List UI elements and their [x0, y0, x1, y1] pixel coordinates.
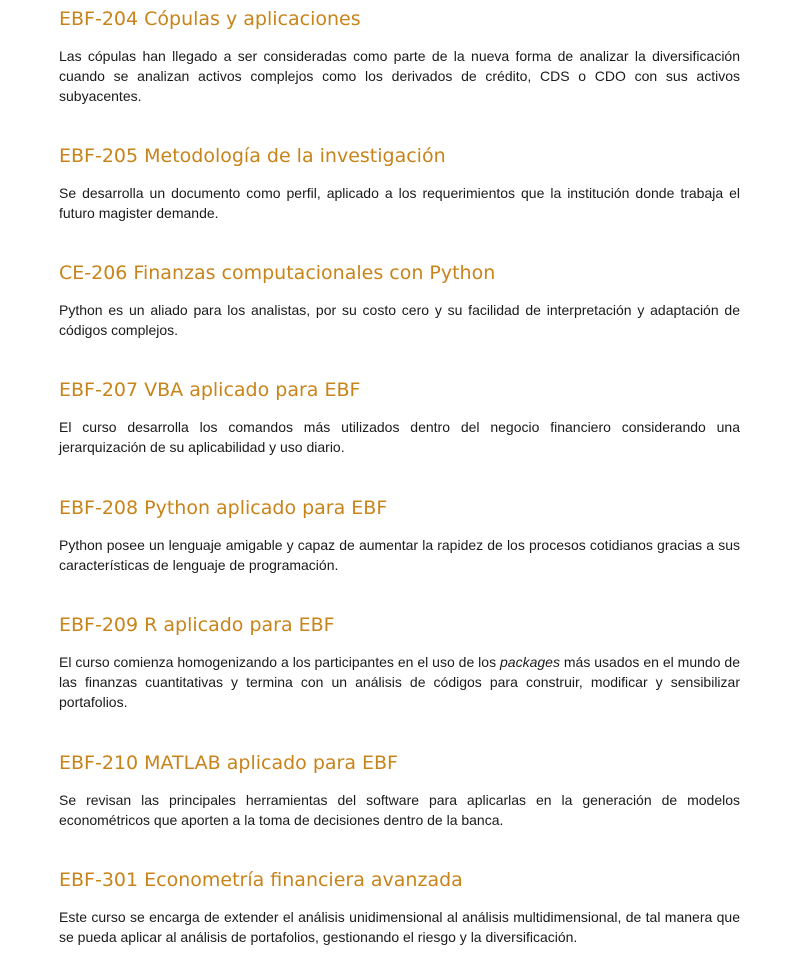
course-title: EBF-208 Python aplicado para EBF [59, 497, 388, 519]
course-description: El curso desarrolla los comandos más utilizados dentro del negocio financiero considerando una jerarquización de su aplicabilidad y uso diario. [59, 419, 740, 455]
course-description: Se revisan las principales herramientas del software para aplicarlas en la generación de modelos econométricos que aporten a la toma de decisiones dentro de la banca. [59, 792, 740, 828]
description-italic-term: packages [500, 654, 560, 670]
course-ebf-207 [59, 377, 740, 457]
course-title: EBF-207 VBA aplicado para EBF [59, 379, 361, 401]
course-description: Python es un aliado para los analistas, por su costo cero y su facilidad de interpretación y adaptación de códigos complejos. [59, 302, 740, 338]
course-ebf-208 [59, 495, 740, 575]
course-title: EBF-204 Cópulas y aplicaciones [59, 8, 361, 30]
course-description [59, 652, 740, 712]
course-title: EBF-210 MATLAB aplicado para EBF [59, 752, 398, 774]
course-description: Python posee un lenguaje amigable y capaz de aumentar la rapidez de los procesos cotidianos gracias a sus características de lenguaje de programación. [59, 537, 740, 573]
course-ebf-210 [59, 750, 740, 830]
course-ebf-205 [59, 143, 740, 223]
course-description: Las cópulas han llegado a ser consideradas como parte de la nueva forma de analizar la diversificación cuando se analizan activos complejos como los derivados de crédito, CDS o CDO con sus activos subyacentes. [59, 48, 740, 104]
course-ebf-204 [59, 6, 740, 106]
course-ce-206 [59, 260, 740, 340]
course-ebf-301 [59, 867, 740, 947]
course-title: CE-206 Finanzas computacionales con Python [59, 262, 496, 284]
course-ebf-209 [59, 612, 740, 712]
course-description: Este curso se encarga de extender el análisis unidimensional al análisis multidimensional, de tal manera que se pueda aplicar al análisis de portafolios, gestionando el riesgo y la diversificación. [59, 909, 740, 945]
description-text: El curso comienza homogenizando a los participantes en el uso de los [59, 654, 501, 670]
course-title: EBF-205 Metodología de la investigación [59, 145, 446, 167]
course-description: Se desarrolla un documento como perfil, aplicado a los requerimientos que la institución donde trabaja el futuro magister demande. [59, 185, 740, 221]
course-title: EBF-301 Econometría financiera avanzada [59, 869, 463, 891]
description-text: más usados en el mundo de las finanzas cuantitativas y termina con un análisis de códigos para construir, modificar y sensibilizar portafolios. [59, 654, 740, 710]
course-title: EBF-209 R aplicado para EBF [59, 614, 335, 636]
